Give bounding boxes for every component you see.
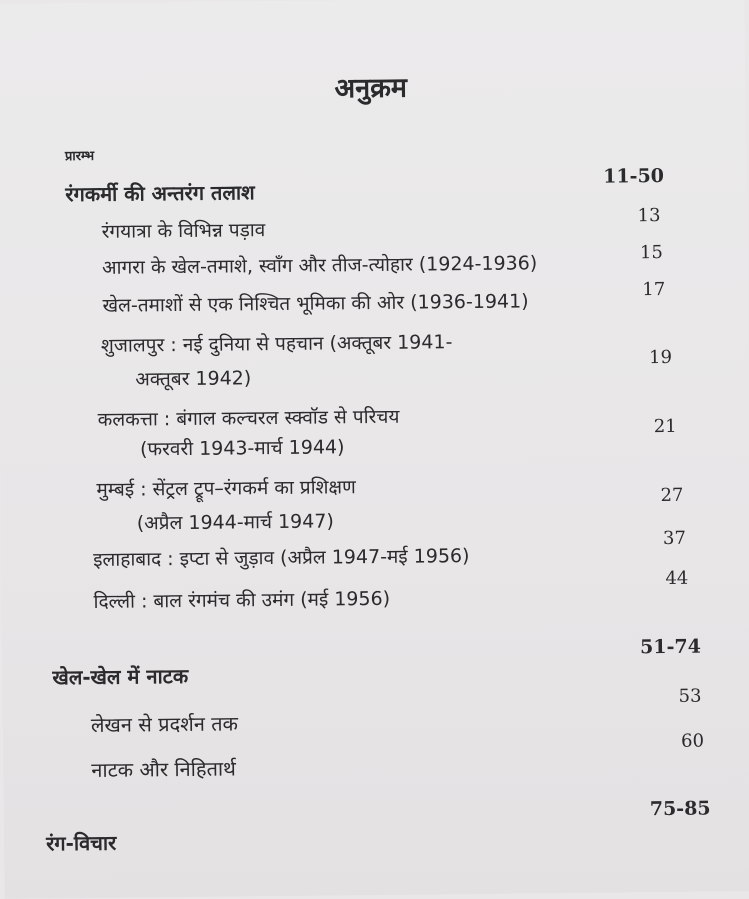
toc-entry-line: (अप्रैल 1944-मार्च 1947) [136, 510, 334, 535]
toc-page-number: 53 [678, 685, 702, 707]
toc-entry-line: शुजालपुर : नई दुनिया से पहचान (अक्तूबर 1941- [100, 331, 453, 357]
toc-entry: नाटक और निहितार्थ [91, 756, 236, 782]
toc-entry-line: कलकत्ता : बंगाल कल्चरल स्क्वॉड से परिचय [97, 405, 400, 431]
toc-entry: रंगयात्रा के विभिन्न पड़ाव [101, 219, 266, 243]
section-title: रंग-विचार [46, 830, 117, 856]
toc-page-number: 13 [637, 204, 661, 227]
toc-entry-line: मुम्बई : सेंट्रल ट्रूप–रंगकर्म का प्रशिक्षण [96, 476, 356, 501]
page-title: अनुक्रम [334, 72, 408, 105]
toc-page-number: 17 [642, 278, 666, 301]
section-title: रंगकर्मी की अन्तरंग तलाश [65, 180, 255, 207]
toc-page-number: 19 [648, 346, 673, 369]
section-page-range: 11-50 [603, 164, 665, 188]
toc-entry-line: अक्तूबर 1942) [135, 367, 252, 391]
toc-page-number: 60 [680, 730, 705, 752]
toc-page-number: 15 [639, 241, 663, 264]
prelude-label: प्रारम्भ [64, 148, 95, 165]
toc-entry-line: (फरवरी 1943-मार्च 1944) [139, 436, 345, 461]
toc-entry: लेखन से प्रदर्शन तक [90, 711, 239, 737]
toc-page-number: 37 [662, 527, 686, 549]
toc-entry: खेल-तमाशों से एक निश्चित भूमिका की ओर (1936-1941) [102, 290, 529, 317]
section-page-range: 51-74 [639, 635, 701, 659]
toc-page-number: 21 [653, 415, 677, 438]
toc-entry: इलाहाबाद : इप्टा से जुड़ाव (अप्रैल 1947-मई 1956) [93, 545, 470, 571]
toc-page-number: 27 [660, 484, 684, 507]
section-title: खेल-खेल में नाटक [52, 663, 189, 690]
toc-entry: दिल्ली : बाल रंगमंच की उमंग (मई 1956) [93, 587, 391, 613]
toc-entry: आगरा के खेल-तमाशे, स्वाँग और तीज-त्योहार (1924-1936) [101, 252, 538, 279]
toc-page-number: 44 [665, 567, 689, 589]
section-page-range: 75-85 [649, 797, 711, 821]
